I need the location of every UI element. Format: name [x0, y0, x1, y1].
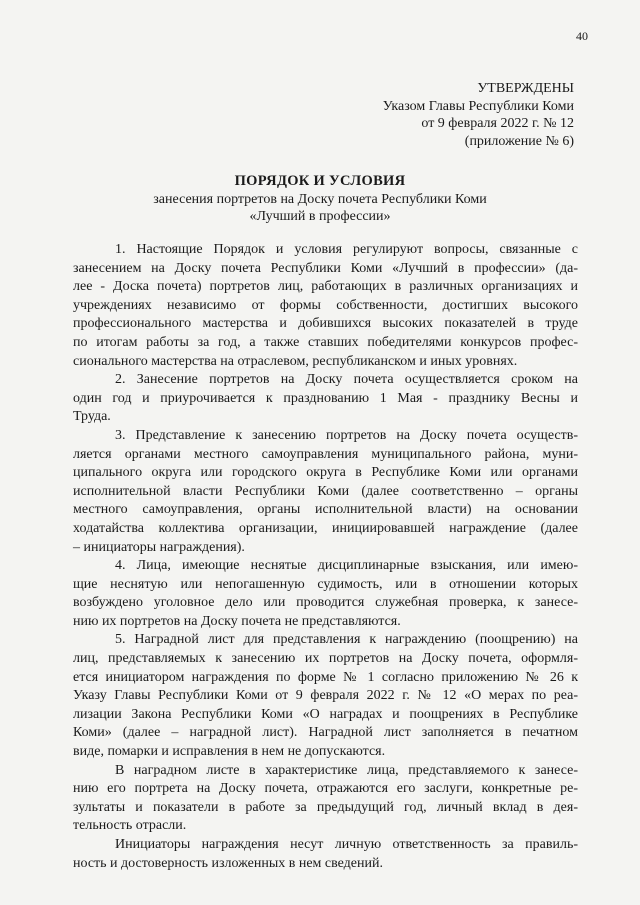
approval-line: УТВЕРЖДЕНЫ: [477, 81, 574, 96]
document-body: [73, 241, 578, 873]
paragraph-line: виде, помарки и исправления в нем не допускаются.: [73, 744, 386, 760]
approval-line: (приложение № 6): [464, 133, 574, 149]
document-title-block: [60, 173, 580, 226]
paragraph-line: нию его портрета на Доску почета, отражаются его заслуги, конкретные ре-: [73, 781, 578, 797]
paragraph: [73, 241, 578, 371]
paragraph-line: лее - Доска почета) портретов лиц, работающих в различных организациях и: [73, 279, 578, 295]
paragraph-line: Труда.: [73, 409, 111, 425]
document-subtitle-line: занесения портретов на Доску почета Республики Коми: [153, 191, 487, 207]
document-title: ПОРЯДОК И УСЛОВИЯ: [234, 173, 406, 189]
paragraph-line: профессионального мастерства и добившихся высоких показателей в труде: [73, 316, 578, 332]
paragraph-line: ется инициатором награждения по форме № 1 согласно приложению № 26 к: [73, 669, 578, 685]
paragraph-line: лиц, представляемых к занесению их портретов на Доску почета, оформля-: [73, 651, 578, 667]
paragraph-line: лизации Закона Республики Коми «О наградах и поощрениях в Республике: [73, 706, 578, 722]
paragraph-line: ляется органами местного самоуправления муниципального района, муни-: [73, 446, 578, 462]
paragraph-line: один год и приурочивается к празднованию 1 Мая - празднику Весны и: [73, 390, 578, 406]
paragraph-line: учреждениях независимо от формы собственности, достигших высокого: [73, 297, 578, 313]
paragraph-line: Указу Главы Республики Коми от 9 февраля 2022 г. № 12 «О мерах по реа-: [73, 688, 578, 704]
paragraph: [73, 427, 578, 557]
paragraph-line: В наградном листе в характеристике лица, представляемого к занесе-: [115, 762, 578, 778]
paragraph: [73, 836, 578, 873]
approval-line: Указом Главы Республики Коми: [382, 98, 574, 114]
approval-line: от 9 февраля 2022 г. № 12: [421, 116, 574, 131]
paragraph-line: возбуждено уголовное дело или проводится служебная проверка, к занесе-: [73, 595, 578, 611]
paragraph-line: занесением на Доску почета Республики Коми «Лучший в профессии» (да-: [73, 260, 578, 276]
paragraph: [73, 557, 578, 631]
paragraph-line: 4. Лица, имеющие неснятые дисциплинарные взыскания, или имею-: [115, 558, 578, 574]
paragraph: [73, 631, 578, 761]
paragraph-line: по итогам работы за год, а также ставших победителями конкурсов профес-: [73, 334, 578, 350]
paragraph-line: зультаты и показатели в работе за предыдущий год, личный вклад в дея-: [73, 799, 578, 815]
paragraph-line: ходатайства коллектива организации, инициировавшей награждение (далее: [73, 520, 578, 536]
paragraph-line: Коми» (далее – наградной лист). Наградной лист заполняется в печатном: [73, 725, 578, 741]
approval-stamp: [274, 80, 574, 150]
document-subtitle-line: «Лучший в профессии»: [249, 209, 391, 224]
paragraph: [73, 371, 578, 427]
paragraph-line: 2. Занесение портретов на Доску почета осуществляется сроком на: [115, 372, 578, 388]
paragraph-line: щие неснятую или непогашенную судимость, или в отношении которых: [73, 576, 578, 592]
paragraph-line: нию их портретов на Доску почета не представляются.: [73, 613, 401, 629]
paragraph-line: 1. Настоящие Порядок и условия регулируют вопросы, связанные с: [115, 242, 578, 257]
page-number: 40: [576, 29, 588, 43]
paragraph-line: тельность отрасли.: [73, 818, 187, 834]
paragraph-line: местного самоуправления, органы исполнительной власти) на основании: [73, 502, 578, 518]
paragraph-line: – инициаторы награждения).: [73, 539, 245, 555]
paragraph-line: ципального округа или городского округа в Республике Коми или органами: [73, 465, 578, 481]
paragraph: [73, 762, 578, 836]
paragraph-line: исполнительной власти Республики Коми (далее соответственно – органы: [73, 483, 578, 499]
paragraph-line: сионального мастерства на отраслевом, республиканском и иных уровнях.: [73, 353, 518, 369]
paragraph-line: ность и достоверность изложенных в нем сведений.: [73, 855, 383, 871]
paragraph-line: 5. Наградной лист для представления к награждению (поощрению) на: [115, 632, 578, 648]
paragraph-line: Инициаторы награждения несут личную ответственность за правиль-: [115, 837, 578, 852]
paragraph-line: 3. Представление к занесению портретов на Доску почета осуществ-: [115, 427, 578, 443]
